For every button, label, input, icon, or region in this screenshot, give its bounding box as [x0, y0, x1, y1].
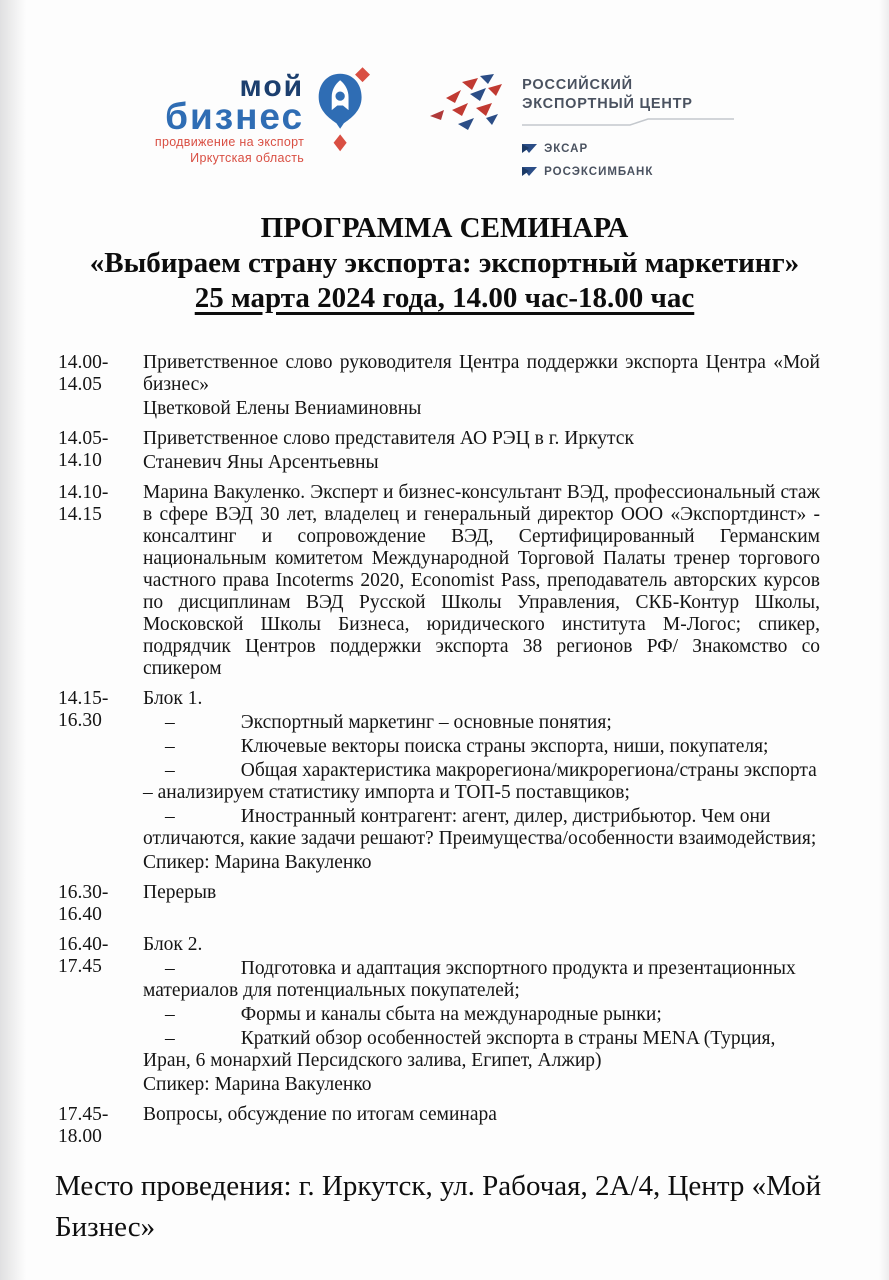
- time-cell: [58, 688, 143, 874]
- schedule-row: [58, 882, 820, 926]
- schedule-row: [58, 352, 820, 420]
- time-text: 14.10-: [58, 482, 109, 503]
- bullet-dash: –: [165, 1028, 175, 1049]
- time-text: 14.15: [58, 504, 102, 525]
- paragraph: – Подготовка и адаптация экспортного продукта и презентационных материалов для потенциальных покупателей;: [143, 958, 796, 1001]
- row-content: [143, 934, 820, 1096]
- paragraph: Приветственное слово руководителя Центра поддержки экспорта Центра «Мой бизнес»: [143, 352, 820, 395]
- time-text: 14.00-: [58, 352, 109, 373]
- time-text: 16.30-: [58, 882, 109, 903]
- my-business-subtitle1: продвижение на экспорт: [154, 135, 305, 149]
- schedule-row: [58, 934, 820, 1096]
- paragraph: Приветственное слово представителя АО РЭЦ в г. Иркутск: [143, 428, 634, 449]
- row-content: [143, 1104, 820, 1148]
- scan-edge-left: [0, 0, 26, 1280]
- rec-logo: [428, 62, 734, 181]
- bullet-dash: –: [165, 760, 175, 781]
- row-content: [143, 882, 820, 926]
- time-text: 17.45-: [58, 1104, 109, 1125]
- paragraph: Станевич Яны Арсентьевны: [143, 452, 379, 473]
- title-line-1: ПРОГРАММА СЕМИНАРА: [260, 212, 629, 244]
- paragraph: Цветковой Елены Вениаминовны: [143, 398, 422, 419]
- row-content: [143, 428, 820, 474]
- paragraph: Спикер: Марина Вакуленко: [143, 852, 372, 873]
- title-date: 25 марта 2024 года, 14.00 час-18.00 час: [194, 282, 695, 314]
- rec-name-line2: ЭКСПОРТНЫЙ ЦЕНТР: [522, 96, 693, 112]
- schedule-row: [58, 688, 820, 874]
- rec-logo-text: [522, 70, 734, 181]
- rocket-pin-icon: [314, 62, 370, 167]
- time-text: 14.05-: [58, 428, 109, 449]
- my-business-logo: [155, 62, 370, 167]
- schedule-row: [58, 482, 820, 680]
- rec-member-roseximbank-label: РОСЭКСИМБАНК: [544, 166, 654, 178]
- time-text: 14.15-: [58, 688, 109, 709]
- paragraph: – Общая характеристика макрорегиона/микрорегиона/страны экспорта – анализируем статистику импорта и ТОП-5 поставщиков;: [143, 760, 817, 803]
- rec-name-line1: РОССИЙСКИЙ: [522, 77, 633, 93]
- document-title: [0, 211, 889, 316]
- header-logos: [0, 0, 889, 181]
- time-text: 18.00: [58, 1126, 102, 1147]
- time-cell: [58, 1104, 143, 1148]
- time-cell: [58, 482, 143, 680]
- rec-members: [522, 140, 734, 181]
- time-text: 14.10: [58, 450, 102, 471]
- my-business-subtitle2: Иркутская область: [190, 151, 305, 165]
- rec-member-eksar: [522, 140, 734, 158]
- paragraph: Блок 2.: [143, 934, 203, 955]
- venue-text: Место проведения: г. Иркутск, ул. Рабочая, 2А/4, Центр «Мой Бизнес»: [55, 1170, 822, 1243]
- scan-edge-right: [879, 0, 889, 1280]
- bullet-dash: –: [165, 736, 175, 757]
- title-line-2: «Выбираем страну экспорта: экспортный маркетинг»: [89, 247, 800, 279]
- bullet-dash: –: [165, 1004, 175, 1025]
- time-text: 17.45: [58, 956, 102, 977]
- paragraph: – Иностранный контрагент: агент, дилер, дистрибьютор. Чем они отличаются, какие задачи решают? Преимущества/особенности взаимодействия;: [143, 806, 817, 849]
- paragraph: Перерыв: [143, 882, 217, 903]
- time-cell: [58, 352, 143, 420]
- title-line-3: [0, 281, 889, 316]
- triangle-icon: [522, 140, 537, 158]
- paragraph: Спикер: Марина Вакуленко: [143, 1074, 372, 1095]
- bullet-dash: –: [165, 958, 175, 979]
- rec-member-roseximbank: [522, 163, 734, 181]
- my-business-word2: бизнес: [165, 96, 305, 137]
- paragraph: – Формы и каналы сбыта на международные рынки;: [165, 1004, 662, 1025]
- paragraph: – Экспортный маркетинг – основные понятия;: [165, 712, 612, 733]
- row-content: [143, 482, 820, 680]
- time-text: 16.30: [58, 710, 102, 731]
- my-business-logo-text: [155, 62, 304, 166]
- paragraph: – Ключевые векторы поиска страны экспорта, ниши, покупателя;: [165, 736, 769, 757]
- time-cell: [58, 882, 143, 926]
- paragraph: – Краткий обзор особенностей экспорта в страны MENA (Турция, Иран, 6 монархий Персидского залива, Египет, Алжир): [143, 1028, 776, 1071]
- row-content: [143, 688, 820, 874]
- schedule-row: [58, 1104, 820, 1148]
- triangle-icon: [522, 163, 537, 181]
- row-content: [143, 352, 820, 420]
- bullet-dash: –: [165, 806, 175, 827]
- time-text: 14.05: [58, 374, 102, 395]
- time-cell: [58, 934, 143, 1096]
- my-business-word1: мой: [239, 70, 305, 103]
- schedule-table: [58, 352, 820, 1148]
- paragraph: Блок 1.: [143, 688, 203, 709]
- schedule-row: [58, 428, 820, 474]
- paragraph: Вопросы, обсуждение по итогам семинара: [143, 1104, 497, 1125]
- rec-divider: [522, 117, 734, 127]
- time-cell: [58, 428, 143, 474]
- time-text: 16.40: [58, 904, 102, 925]
- rec-member-eksar-label: ЭКСАР: [544, 143, 589, 155]
- bullet-dash: –: [165, 712, 175, 733]
- paragraph: Марина Вакуленко. Эксперт и бизнес-консультант ВЭД, профессиональный стаж в сфере ВЭД 30 лет, владелец и генеральный директор ООО «Экспортдинст» - консалтинг и сопровождение ВЭД, Сертифицированный Германским национальным комитетом Международной Торговой Палаты тренер торгового частного права Incoterms 2020, Economist Pass, преподаватель авторских курсов по дисциплинам ВЭД Русской Школы Управления, СКБ-Контур Школы, Московской Школы Бизнеса, юридического института М-Логос; спикер, подрядчик Центров поддержки экспорта 38 регионов РФ/ Знакомство со спикером: [143, 482, 820, 679]
- paper-planes-icon: [428, 70, 508, 153]
- time-text: 16.40-: [58, 934, 109, 955]
